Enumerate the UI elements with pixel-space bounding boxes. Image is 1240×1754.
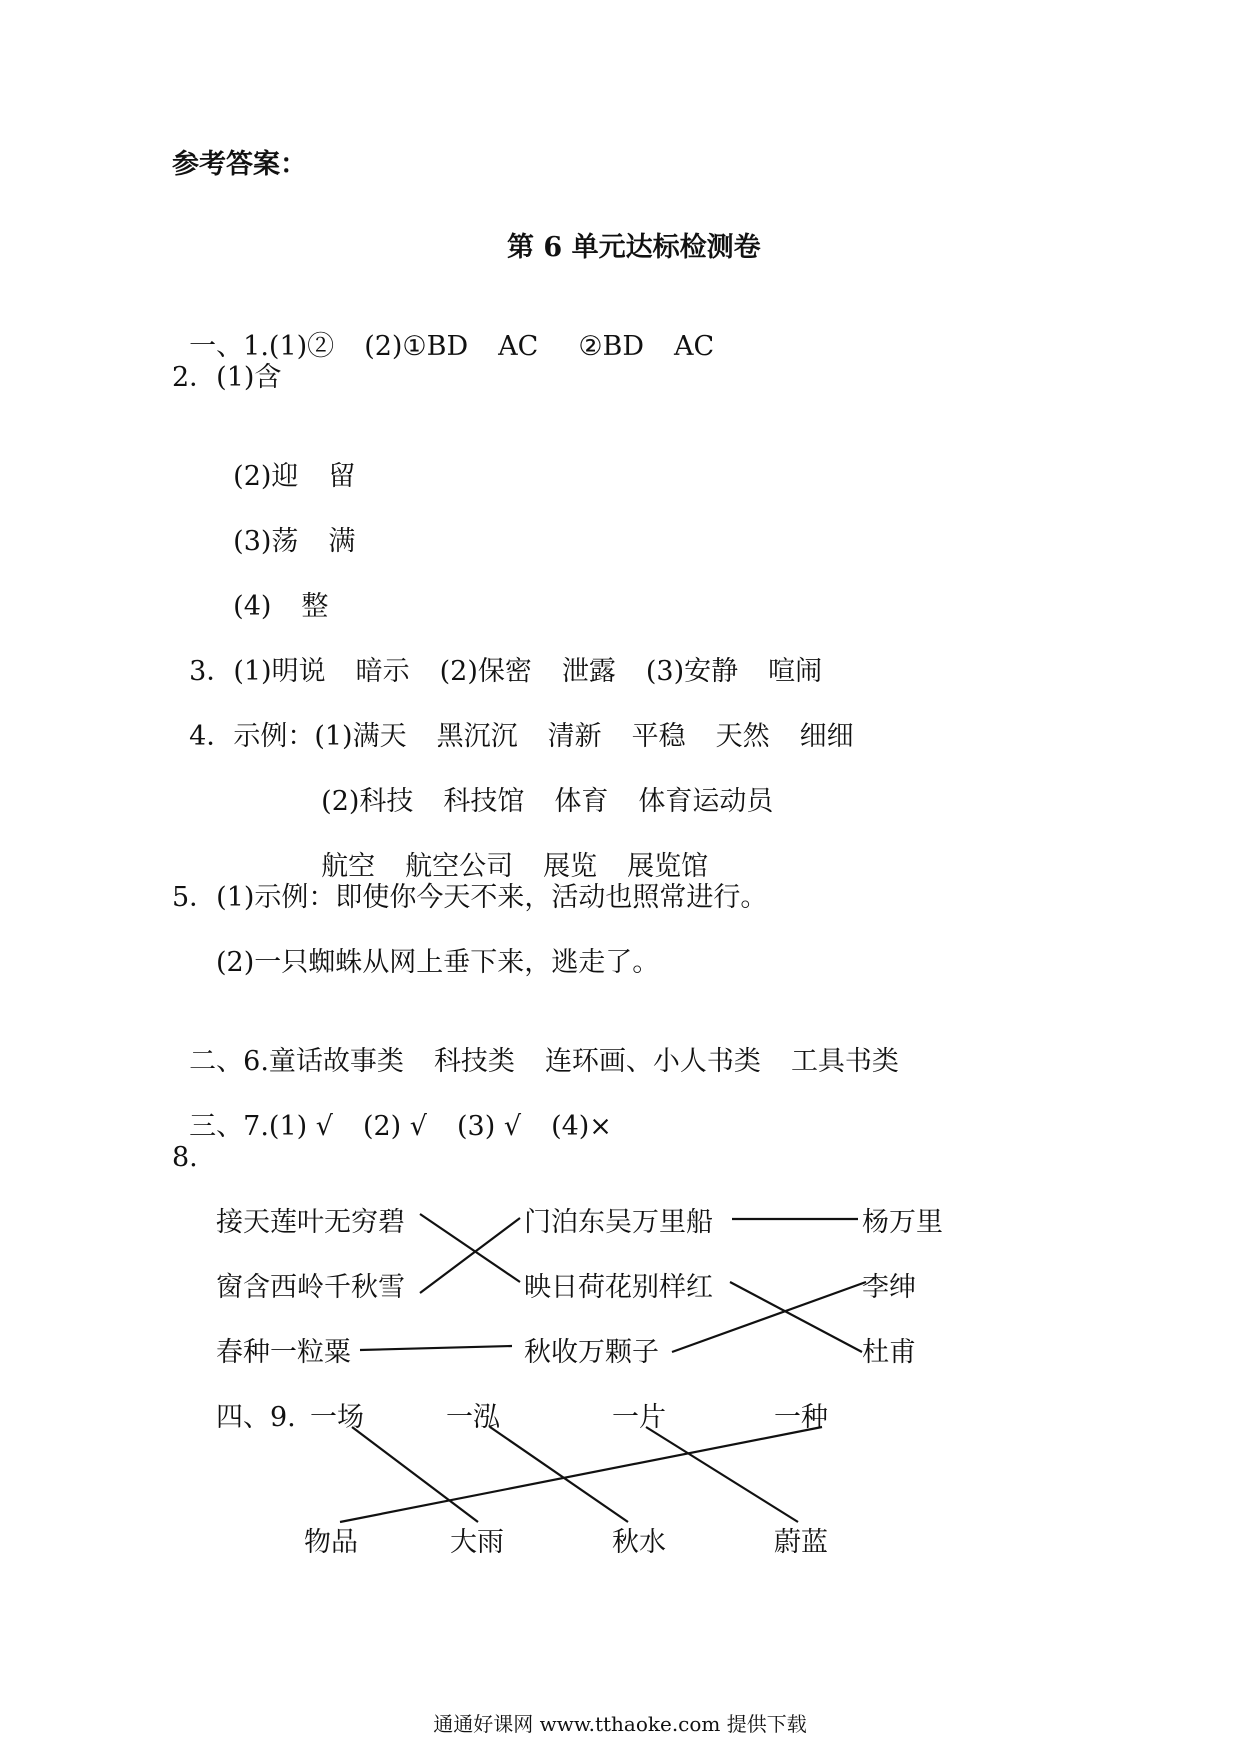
q2-line-1: 2．(1)含	[172, 362, 282, 393]
q8-right-3: 杜甫	[862, 1337, 916, 1368]
q9-line-2	[490, 1427, 628, 1522]
q8-right-1: 杨万里	[862, 1207, 943, 1238]
q8-line-mid3-right2	[672, 1282, 866, 1352]
q9-top-3: 一片	[612, 1402, 666, 1433]
q7-item: 三、7.(1) √	[189, 1111, 333, 1142]
q9-line-4	[340, 1427, 822, 1522]
q4-item: 平稳	[631, 721, 686, 752]
q9-bottom-2: 大雨	[450, 1527, 504, 1558]
q8-left-3: 春种一粒粟	[216, 1337, 351, 1368]
q3-item: (2)保密	[439, 656, 532, 687]
q8-line-left2-mid1	[420, 1218, 520, 1293]
page-title: 第 6 单元达标检测卷	[507, 232, 761, 263]
q7-item: (3) √	[457, 1111, 522, 1142]
q9-bottom-4: 蔚蓝	[774, 1527, 828, 1558]
q8-left-1: 接天莲叶无穷碧	[216, 1207, 405, 1238]
footer: 通通好课网 www.tthaoke.com 提供下载	[433, 1712, 807, 1736]
answer-key-label: 参考答案：	[172, 149, 307, 180]
q8-line-mid2-right3	[730, 1282, 862, 1352]
q6-item: 科技类	[433, 1046, 515, 1077]
q8-right-2: 李绅	[862, 1272, 916, 1303]
q8-middle-3: 秋收万颗子	[524, 1337, 659, 1368]
q8-left-2: 窗含西岭千秋雪	[216, 1272, 405, 1303]
q9-label: 四、9.	[216, 1402, 296, 1433]
q7-item: (4)×	[551, 1111, 612, 1142]
q8-label: 8.	[172, 1142, 198, 1173]
q7-item: (2) √	[362, 1111, 428, 1142]
q4-item: 体育	[554, 786, 609, 817]
q8-middle-2: 映日荷花别样红	[524, 1272, 713, 1303]
q8-middle-1: 门泊东吴万里船	[524, 1207, 713, 1238]
q1-d: AC	[674, 331, 715, 362]
q9-top-4: 一种	[774, 1402, 828, 1433]
q4-item: 科技馆	[443, 786, 525, 817]
q4-item: 细细	[799, 721, 854, 752]
q4-item: 航空	[321, 851, 376, 882]
q9-top-2: 一泓	[446, 1402, 500, 1433]
q6-item: 连环画、小人书类	[544, 1046, 761, 1077]
q4-item: 展览	[543, 851, 598, 882]
q4-item: 体育运动员	[638, 786, 774, 817]
q9-top-1: 一场	[310, 1402, 364, 1433]
q2-l3b: 满	[328, 526, 356, 557]
q1-a: (2)①BD	[364, 331, 469, 362]
q8-line-left1-mid2	[420, 1214, 520, 1282]
q1-prefix: 一、1.(1)②	[189, 331, 335, 362]
q4-item: 天然	[715, 721, 770, 752]
q3-item: (3)安静	[645, 656, 739, 687]
q4-item: 展览馆	[627, 851, 709, 882]
q3-item: 3．(1)明说	[189, 656, 326, 687]
q6-item: 二、6.童话故事类	[189, 1046, 404, 1077]
q5-line-1: 5．(1)示例：即使你今天不来，活动也照常进行。	[172, 882, 768, 913]
q2-l3a: (3)荡	[233, 526, 299, 557]
q8-line-left3-mid3	[360, 1346, 512, 1350]
q4-item: (2)科技	[321, 786, 414, 817]
q1-b: AC	[498, 331, 539, 362]
q2-l2b: 留	[328, 461, 356, 492]
q2-l2a: (2)迎	[233, 461, 299, 492]
q4-item: 4．示例：(1)满天	[189, 721, 407, 752]
q5-line-2: (2)一只蜘蛛从网上垂下来，逃走了。	[216, 947, 660, 978]
q6-item: 工具书类	[790, 1046, 899, 1077]
q2-l4b: 整	[301, 591, 329, 622]
q9-bottom-3: 秋水	[612, 1527, 666, 1558]
q4-item: 黑沉沉	[436, 721, 518, 752]
q2-l4a: (4)	[233, 591, 272, 622]
q3-item: 喧闹	[768, 656, 823, 687]
q3-item: 暗示	[355, 656, 410, 687]
q9-bottom-1: 物品	[304, 1527, 358, 1558]
q4-item: 清新	[547, 721, 602, 752]
q3-item: 泄露	[561, 656, 616, 687]
q4-item: 航空公司	[405, 851, 514, 882]
q1-c: ②BD	[578, 331, 645, 362]
q9-line-3	[646, 1427, 798, 1522]
